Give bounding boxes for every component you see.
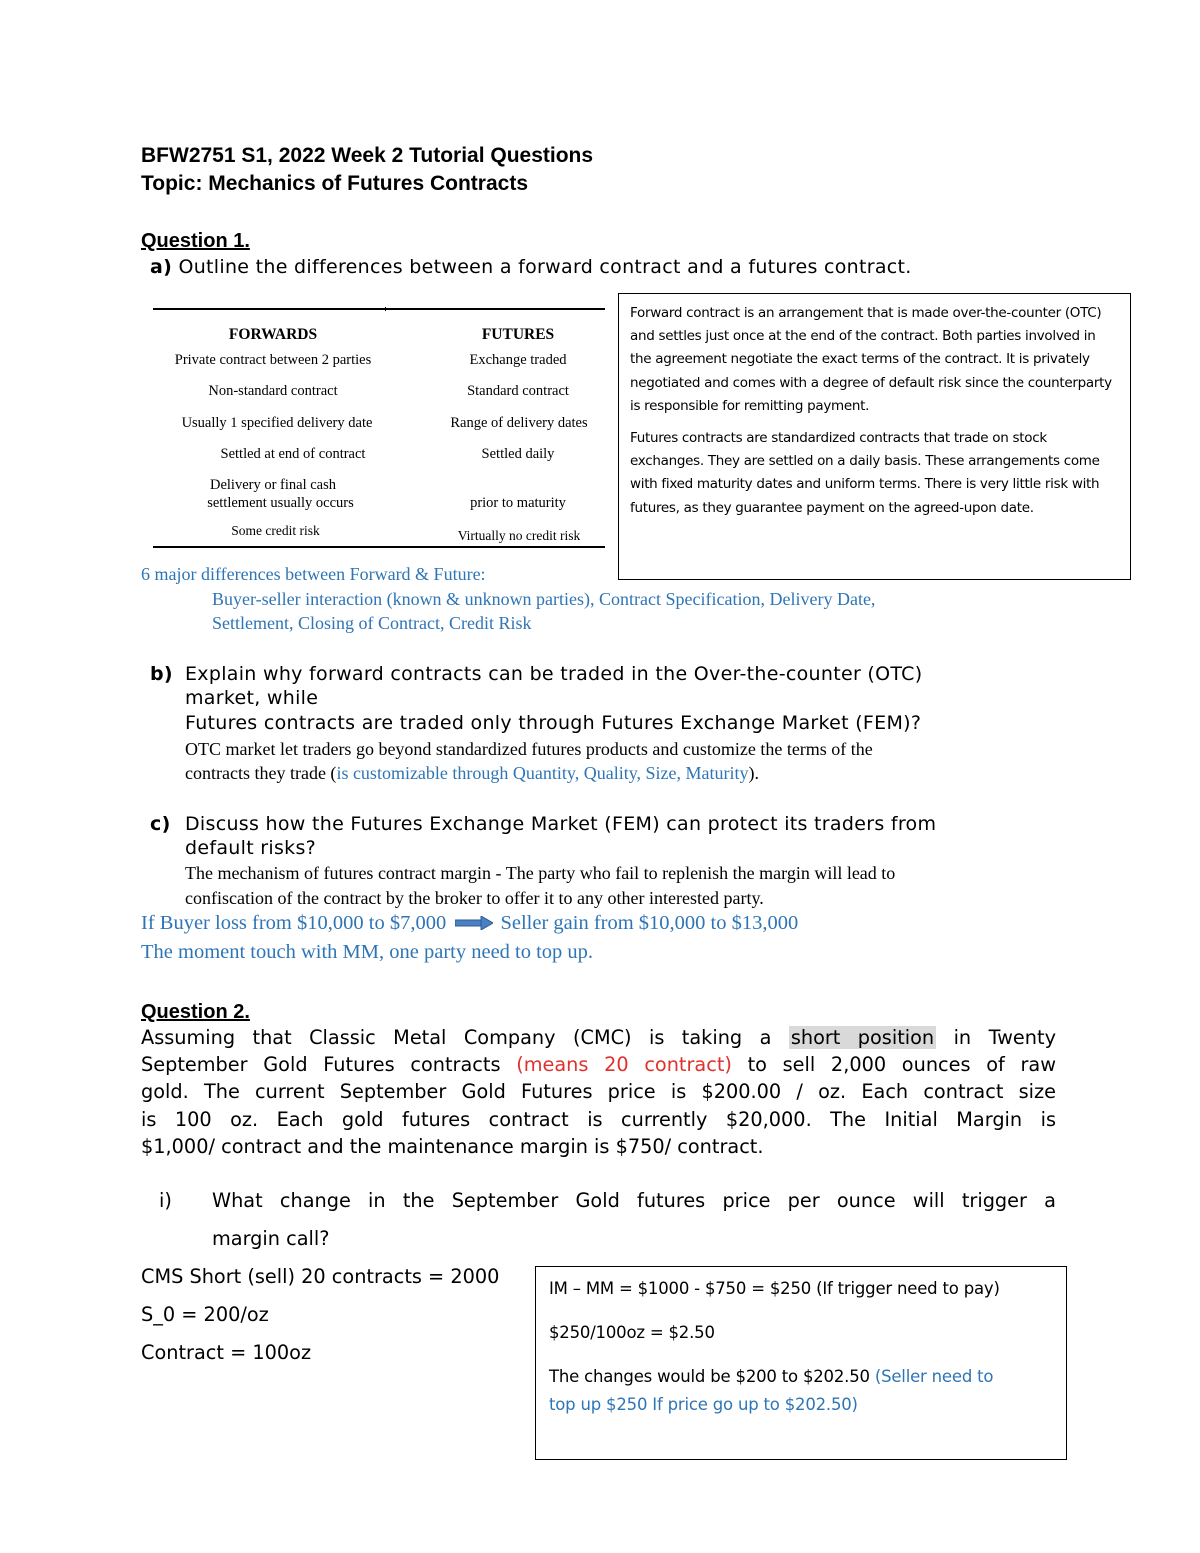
question-2-line-2	[141, 1053, 1056, 1076]
question-2-heading: Question 2.	[141, 1001, 250, 1023]
table-header-forwards: FORWARDS	[228, 326, 318, 343]
question-1a-text: Outline the differences between a forward contract and a futures contract.	[178, 256, 912, 278]
note-20-contracts: (means 20 contract)	[516, 1053, 732, 1076]
question-1c-line-1: Discuss how the Futures Exchange Market (FEM) can protect its traders from	[185, 813, 937, 835]
working-line-1: CMS Short (sell) 20 contracts = 2000	[141, 1265, 500, 1288]
question-2-text: September Gold Futures contracts	[141, 1053, 501, 1076]
answer-margin-line-3	[549, 1363, 1054, 1419]
note-seller-gain: Seller gain from $10,000 to $13,000	[500, 912, 799, 934]
answer-futures-paragraph: Futures contracts are standardized contracts that trade on stock exchanges. They are settled on a daily basis. These arrangements come with fixed maturity dates and uniform terms. There is very little risk with futures, as they guarantee payment on the agreed-upon date.	[630, 430, 1100, 516]
question-1c-label: c)	[150, 813, 171, 835]
question-2i-line-2: margin call?	[212, 1227, 330, 1250]
table-cell-futures: prior to maturity	[470, 495, 566, 511]
answer-margin-line-2: $250/100oz = $2.50	[549, 1323, 715, 1342]
differences-heading: 6 major differences between Forward & Future:	[141, 564, 486, 584]
question-2-text: Assuming that Classic Metal Company (CMC) is taking a	[141, 1026, 772, 1049]
question-2-text: in Twenty	[953, 1026, 1056, 1049]
document-topic: Topic: Mechanics of Futures Contracts	[141, 172, 528, 195]
table-cell-forwards: settlement usually occurs	[207, 495, 354, 511]
answer-margin-note: (Seller need to	[874, 1367, 994, 1386]
working-line-3: Contract = 100oz	[141, 1341, 312, 1364]
note-maintenance-margin: The moment touch with MM, one party need to top up.	[141, 941, 594, 963]
table-cell-forwards: Non-standard contract	[208, 383, 338, 399]
answer-margin-line-1: IM – MM = $1000 - $750 = $250 (If trigger need to pay)	[549, 1279, 1000, 1298]
table-cell-forwards: Delivery or final cash	[209, 477, 337, 493]
answer-1c-line-1: The mechanism of futures contract margin - The party who fail to replenish the margin will lead to	[185, 863, 896, 883]
answer-box-margin-call	[535, 1266, 1067, 1460]
answer-1b-line-1: OTC market let traders go beyond standardized futures products and customize the terms of the	[185, 739, 873, 759]
question-1c-line-2: default risks?	[185, 837, 317, 859]
table-cell-futures: Virtually no credit risk	[457, 528, 581, 543]
answer-1b-line-2	[185, 763, 759, 784]
question-2-line-4: is 100 oz. Each gold futures contract is currently $20,000. The Initial Margin is	[141, 1108, 1056, 1131]
table-cell-futures: Standard contract	[467, 383, 569, 399]
question-2-line-3: gold. The current September Gold Futures price is $200.00 / oz. Each contract size	[141, 1080, 1056, 1103]
answer-margin-note: top up $250 If price go up to $202.50)	[549, 1395, 858, 1414]
table-cell-futures: Range of delivery dates	[450, 415, 588, 431]
differences-line-1: Buyer-seller interaction (known & unknown parties), Contract Specification, Delivery Date,	[212, 589, 876, 609]
table-cell-forwards: Private contract between 2 parties	[174, 352, 372, 368]
note-buyer-loss: If Buyer loss from $10,000 to $7,000	[141, 912, 447, 934]
table-header-futures: FUTURES	[481, 326, 555, 343]
differences-line-2: Settlement, Closing of Contract, Credit Risk	[212, 613, 532, 633]
right-arrow-icon	[455, 913, 493, 936]
question-1b-label: b)	[150, 663, 173, 685]
answer-1b-text: contracts they trade (	[185, 763, 337, 783]
table-cell-futures: Exchange traded	[469, 352, 567, 368]
question-1a	[150, 256, 912, 278]
table-cell-forwards: Some credit risk	[231, 523, 320, 538]
table-cell-forwards: Settled at end of contract	[220, 446, 366, 462]
table-cell-forwards: Usually 1 specified delivery date	[181, 415, 373, 431]
document-title: BFW2751 S1, 2022 Week 2 Tutorial Questions	[141, 144, 594, 167]
highlight-short-position: short position	[790, 1026, 935, 1049]
question-1b-line-1: Explain why forward contracts can be traded in the Over-the-counter (OTC)	[185, 663, 923, 685]
answer-forward-paragraph: Forward contract is an arrangement that is made over-the-counter (OTC) and settles just once at the end of the contract. Both parties involved in the agreement negotiate the exact terms of the contract. It is privately negotiated and comes with a degree of default risk since the counterparty is responsible for remitting payment.	[630, 305, 1112, 414]
table-cell-futures: Settled daily	[481, 446, 555, 462]
question-1a-label: a)	[150, 256, 173, 278]
answer-1b-highlight: is customizable through Quantity, Quality, Size, Maturity	[336, 763, 749, 783]
question-2-line-1	[141, 1026, 1056, 1049]
question-2-text: to sell 2,000 ounces of raw	[747, 1053, 1056, 1076]
question-1-heading: Question 1.	[141, 230, 250, 252]
question-2-line-5: $1,000/ contract and the maintenance margin is $750/ contract.	[141, 1135, 764, 1158]
working-line-2: S_0 = 200/oz	[141, 1303, 269, 1326]
answer-1b-end: ).	[748, 763, 760, 783]
question-1b-line-2: market, while	[185, 687, 319, 709]
question-1b-line-3: Futures contracts are traded only through Futures Exchange Market (FEM)?	[185, 712, 922, 734]
question-2i-label: i)	[159, 1189, 172, 1212]
answer-margin-text: The changes would be $200 to $202.50	[549, 1367, 870, 1386]
question-2i-line-1: What change in the September Gold futures price per ounce will trigger a	[212, 1189, 1056, 1212]
forwards-futures-table	[153, 308, 605, 548]
answer-box-forwards-futures	[618, 293, 1131, 580]
note-buyer-seller	[141, 912, 798, 936]
answer-1c-line-2: confiscation of the contract by the broker to offer it to any other interested party.	[185, 888, 764, 908]
